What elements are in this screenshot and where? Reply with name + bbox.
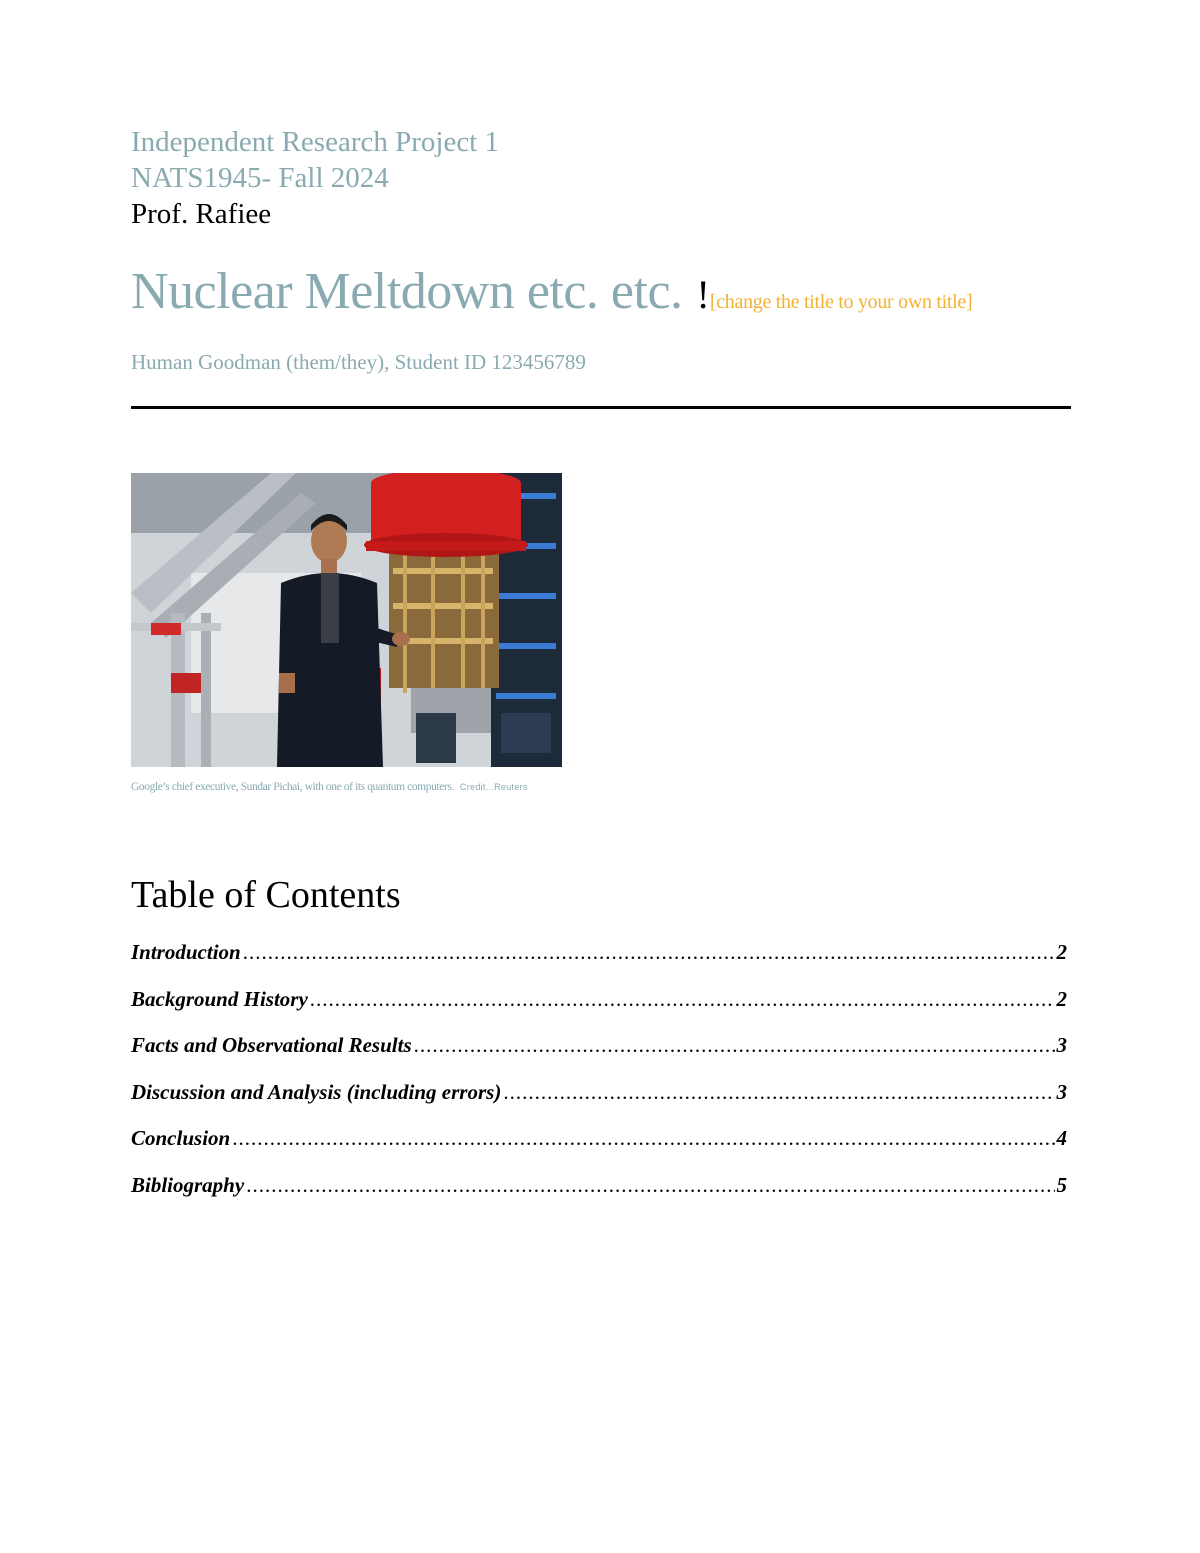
toc-dot-leader: [246, 1173, 1054, 1198]
toc-entry-label: Discussion and Analysis (including errors): [131, 1079, 502, 1104]
title-placeholder-note: [change the title to your own title]: [709, 291, 973, 313]
course-code-line: NATS1945- Fall 2024: [131, 162, 389, 194]
toc-entry-conclusion[interactable]: [131, 1126, 1067, 1173]
table-of-contents: [131, 940, 1067, 1220]
toc-dot-leader: [414, 1033, 1055, 1058]
toc-entry-page: 3: [1056, 1033, 1067, 1058]
toc-entry-bibliography[interactable]: [131, 1173, 1067, 1220]
horizontal-divider: [131, 406, 1071, 409]
toc-entry-label: Conclusion: [131, 1126, 231, 1151]
toc-entry-page: 3: [1056, 1079, 1067, 1104]
author-line: Human Goodman (them/they), Student ID 123456789: [131, 350, 586, 374]
course-header: [131, 124, 1071, 232]
toc-entry-introduction[interactable]: [131, 940, 1067, 987]
quantum-computer-photo: [131, 473, 562, 767]
photo-caption: [131, 781, 528, 793]
professor-line: Prof. Rafiee: [131, 198, 272, 230]
toc-entry-page: 5: [1056, 1172, 1067, 1197]
toc-dot-leader: [503, 1080, 1054, 1105]
toc-entry-label: Background History: [131, 986, 308, 1011]
title-exclamation: !: [696, 272, 710, 317]
toc-entry-label: Facts and Observational Results: [131, 1033, 412, 1058]
toc-entry-page: 4: [1056, 1126, 1067, 1151]
toc-entry-page: 2: [1056, 986, 1067, 1011]
caption-credit: Credit...Reuters: [459, 782, 528, 792]
toc-entry-background-history[interactable]: [131, 987, 1067, 1034]
caption-text: Google’s chief executive, Sundar Pichai, with one of its quantum computers.: [131, 781, 454, 793]
toc-entry-facts[interactable]: [131, 1033, 1067, 1080]
toc-entry-label: Bibliography: [131, 1172, 245, 1197]
toc-dot-leader: [232, 1126, 1054, 1151]
toc-entry-discussion[interactable]: [131, 1080, 1067, 1127]
toc-dot-leader: [243, 940, 1055, 965]
title-text: Nuclear Meltdown etc. etc.: [131, 263, 683, 320]
document-title: [131, 262, 972, 321]
toc-entry-label: Introduction: [131, 940, 241, 964]
project-title-line: Independent Research Project 1: [131, 126, 499, 158]
toc-dot-leader: [310, 987, 1055, 1012]
toc-heading: Table of Contents: [131, 874, 401, 916]
toc-entry-page: 2: [1056, 940, 1067, 964]
